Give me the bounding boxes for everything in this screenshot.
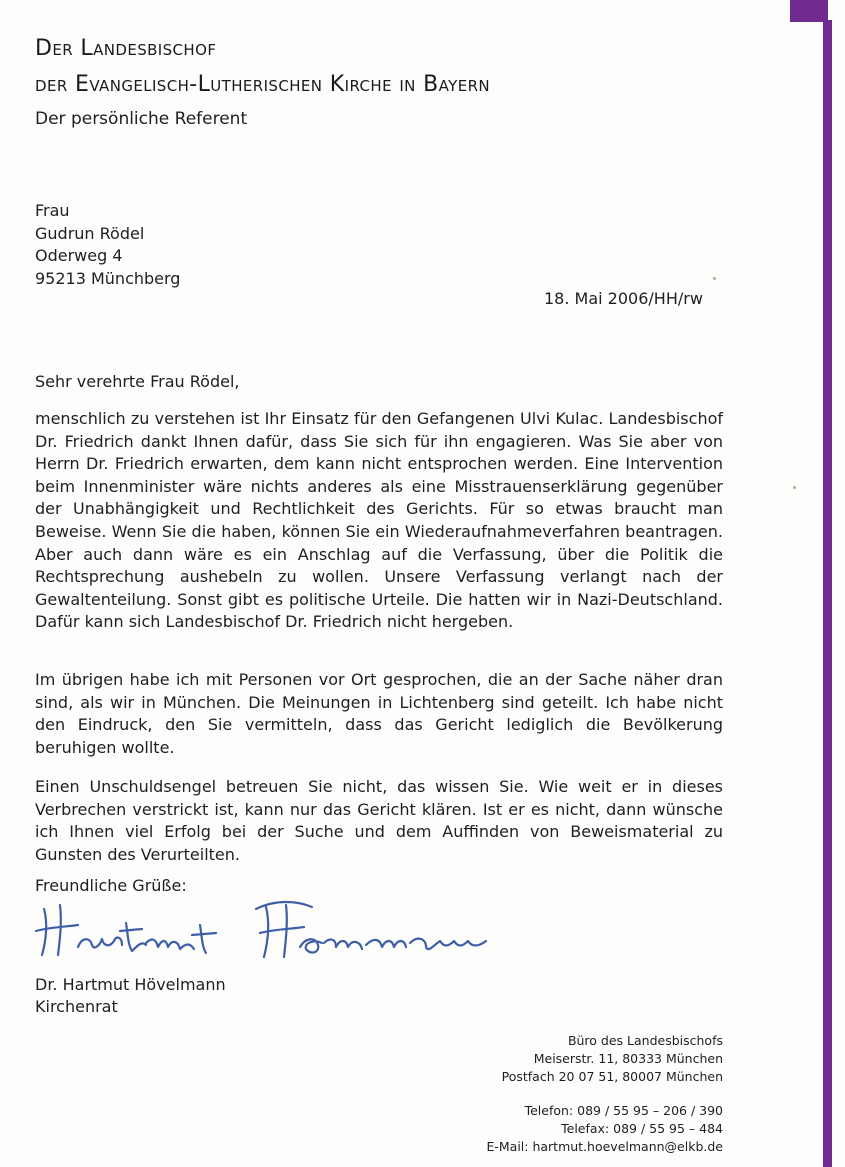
letterhead-line2: der Evangelisch-Lutherischen Kirche in Bayern (35, 72, 491, 97)
fold-mark (793, 486, 796, 489)
recipient-name: Gudrun Rödel (35, 223, 145, 243)
accent-bar (823, 20, 832, 1167)
recipient-street: Oderweg 4 (35, 246, 123, 265)
body-paragraph-3: Einen Unschuldsengel betreuen Sie nicht, das wissen Sie. Wie weit er in dieses Verbrechen verstrickt ist, kann nur das Gericht klären. Ist er es nicht, dann wünsche ich Ihnen viel Erfolg bei der Suche und dem Auffinden von Beweismaterial zu Gunsten des Verurteilten. (35, 777, 723, 864)
footer-contact (486, 1102, 723, 1156)
signer-block (35, 974, 226, 1018)
fold-mark (713, 277, 716, 280)
body-paragraph-2: Im übrigen habe ich mit Personen vor Ort gesprochen, die an der Sache näher dran sind, als wir in München. Die Meinungen in Lichtenberg sind geteilt. Ich habe nicht den Eindruck, den Sie vermitteln, dass das Gericht lediglich die Bevölkerung beruhigen wollte. (35, 670, 723, 757)
footer-phone: Telefon: 089 / 55 95 – 206 / 390 (524, 1103, 723, 1118)
footer-address (502, 1032, 723, 1086)
recipient-city: 95213 Münchberg (35, 268, 181, 288)
footer-office: Büro des Landesbischofs (567, 1033, 723, 1048)
accent-bar-top (790, 0, 828, 22)
footer-street: Meiserstr. 11, 80333 München (533, 1051, 723, 1066)
letterhead-line1: Der Landesbischof (35, 36, 217, 61)
body-paragraph-1: menschlich zu verstehen ist Ihr Einsatz für den Gefangenen Ulvi Kulac. Landesbischof Dr. Friedrich dankt Ihnen dafür, dass Sie sich für ihn engagieren. Was Sie aber von Herrn Dr. Friedrich erwarten, dem kann nicht entsprochen werden. Eine Intervention beim Innenminister wäre nichts anderes als eine Misstrauenserklärung gegenüber der Unabhängigkeit und Rechtlichkeit des Gerichts. Für so etwas braucht man Beweise. Wenn Sie die haben, können Sie ein Wiederaufnahmeverfahren beantragen. Aber auch dann wäre es ein Anschlag auf die Verfassung, über die Politik die Rechtsprechung aushebeln zu wollen. Unsere Verfassung verlangt nach der Gewaltenteilung. Sonst gibt es politische Urteile. Die hatten wir in Nazi-Deutschland. Dafür kann sich Landesbischof Dr. Friedrich nicht hergeben. (35, 409, 723, 632)
signer-title: Kirchenrat (35, 997, 118, 1016)
footer-postbox: Postfach 20 07 51, 80007 München (501, 1069, 723, 1084)
signer-name: Dr. Hartmut Hövelmann (35, 975, 226, 994)
handwritten-signature (30, 895, 500, 965)
closing: Freundliche Grüße: (35, 876, 187, 895)
letterhead-department: Der persönliche Referent (35, 109, 248, 129)
date-reference: 18. Mai 2006/HH/rw (544, 289, 703, 308)
greeting: Sehr verehrte Frau Rödel, (35, 372, 240, 391)
footer-fax: Telefax: 089 / 55 95 – 484 (561, 1121, 723, 1136)
recipient-address (35, 200, 180, 290)
footer-email: E-Mail: hartmut.hoevelmann@elkb.de (486, 1139, 723, 1154)
recipient-salutation: Frau (35, 201, 70, 220)
